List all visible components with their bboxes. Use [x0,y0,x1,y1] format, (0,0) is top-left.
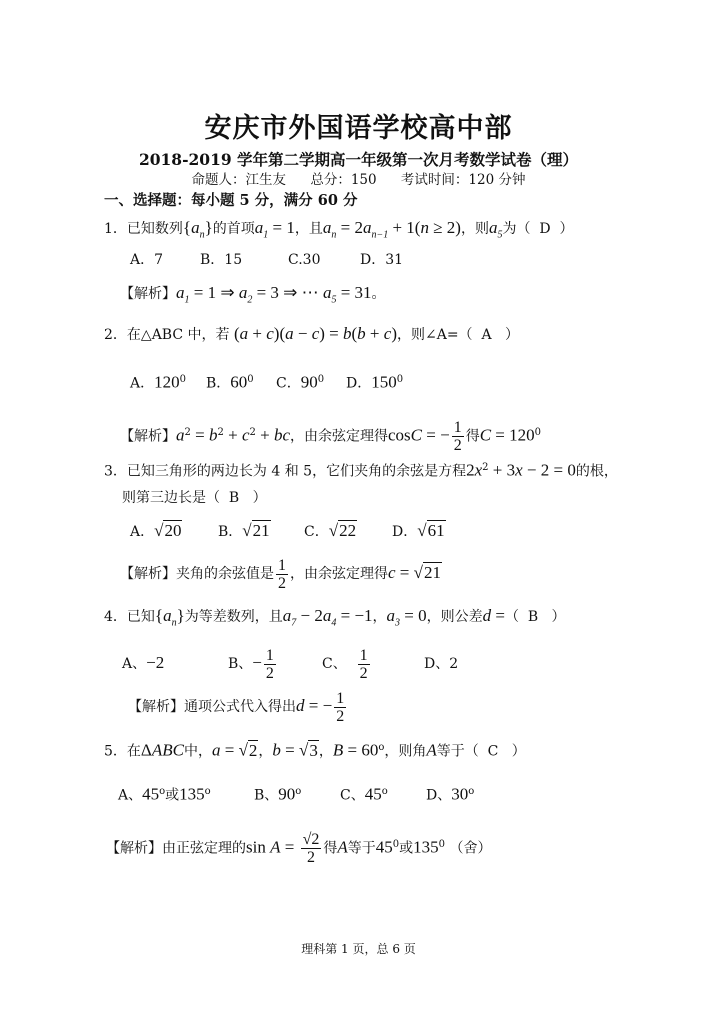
q5-options [118,783,474,805]
exam-title: 2018-2019 学年第二学期高一年级第一次月考数学试卷（理） [138,150,579,169]
q5-fraction: $\frac{√2}{2}$ [302,831,320,867]
q4-answer: B [527,609,539,625]
q4-analysis: 【解析】通项公式代入得出d = − $\frac{1}{2}$ [128,689,345,725]
q2-answer: A [481,327,492,343]
q1-options [130,251,403,269]
q1-option-d: D．31 [360,252,404,268]
q5-answer: C [487,743,499,760]
setter: 命题人：江生友 [191,172,287,188]
q2-option-d: D．$150^0$ [346,372,404,392]
question-1: 1．已知数列$\{a_n\}$的首项$a_1 = 1$，且$a_n = 2a_{n-1} + 1(n \ge 2)$，则$a_5$为（ D ） [104,218,574,241]
q3-option-b: B．√21 [218,521,270,540]
question-2: 2．在△ABC 中，若 (a + c)(a − c) = b(b + c)，则∠A=（ A ） [104,324,519,343]
q3-option-d: D．√61 [392,521,445,540]
q3-analysis: 【解析】夹角的余弦值是 $\frac{1}{2}$ ，由余弦定理得c = √21 [120,556,441,592]
exam-time: 考试时间：120 分钟 [400,172,526,188]
q2-option-a: A．$120^0$ [130,372,186,392]
q4-option-a: A、−2 [122,653,165,672]
q5-option-d: D、30$^o$ [426,784,475,804]
q1-answer: D [539,221,551,237]
q3-option-a: A．√20 [130,521,182,540]
q2-option-b: B．$60^0$ [206,372,254,392]
q5-option-a: A、45$^o$或135$^o$ [118,784,211,804]
total-score: 总分：150 [310,172,377,188]
question-4: 4．已知$\{a_n\}$为等差数列，且$a_7 - 2a_4 = -1$，$a_3 = 0$，则公差d =（ B ） [104,606,566,629]
q4-option-d: D、2 [424,656,459,672]
q4-option-b: B、− $\frac{1}{2}$ [228,646,274,682]
page-footer: 理科第 1 页，总 6 页 [301,942,416,956]
q3-answer: B [228,490,240,506]
q5-option-c: C、45$^o$ [340,784,388,804]
q2-analysis: 【解析】$a^2 = b^2 + c^2$ + bc，由余弦定理得cosC = − $\frac{1}{2}$ 得$C = 120^0$ [120,419,542,455]
q3-fraction: $\frac{1}{2}$ [278,556,286,592]
q1-option-b: B．15 [200,252,243,268]
q1-analysis: 【解析】$a_1 = 1$ ⇒ $a_2 = 3$ ⇒ ⋯ $a_5 = 31$。 [120,283,386,306]
q1-option-c: C.30 [288,252,321,268]
q3-line2: 则第三边长是（ B ） [122,490,267,506]
q2-options [130,371,403,393]
q1-option-a: A．7 [130,252,164,268]
question-3: 3．已知三角形的两边长为 4 和 5，它们夹角的余弦是方程$2x^2 + 3x - 2 = 0$的根， [104,460,618,480]
section-title: 一、选择题：每小题 5 分，满分 60 分 [104,192,358,209]
q4-fraction: $\frac{1}{2}$ [336,689,345,725]
q5-analysis: 【解析】由正弦定理的sin A = $\frac{√2}{2}$ 得A等于$45^0$或$135^0$ （舍） [106,831,492,867]
q2-fraction: $\frac{1}{2}$ [453,419,462,455]
q3-option-c: C．√22 [304,521,357,540]
q4-options [122,643,458,683]
school-title: 安庆市外国语学校高中部 [204,113,513,144]
q4-option-c: C、 $\frac{1}{2}$ [322,646,368,682]
question-5: 5．在ΔABC中，a = √2，b = √3，$B = 60^o$，则角A等于（ C ） [104,740,526,760]
q5-option-b: B、90$^o$ [254,784,302,804]
q3-options [130,522,446,541]
q2-option-c: C．$90^0$ [276,372,325,392]
exam-info [0,168,717,188]
